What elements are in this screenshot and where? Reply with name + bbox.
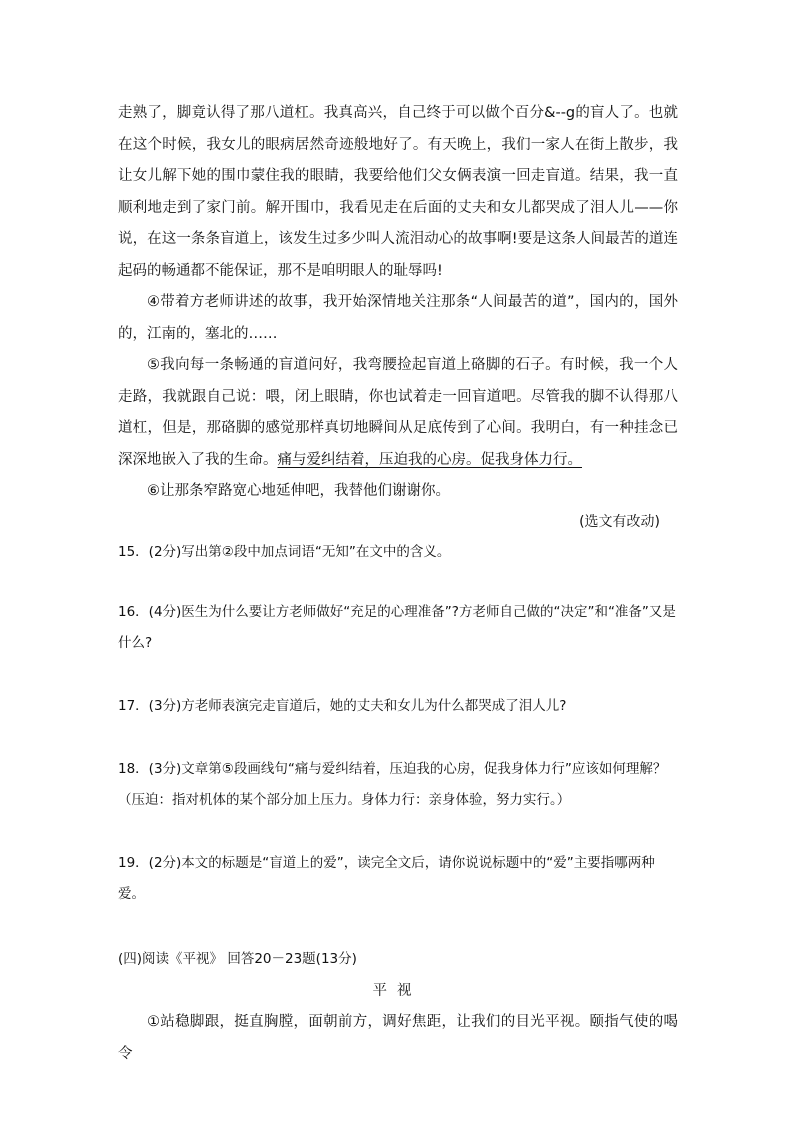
question-18: 18．(3分)文章第⑤段画线句“痛与爱纠结着，压迫我的心房，促我身体力行”应该如何理解？（压迫：指对机体的某个部分加上压力。身体力行：亲身体验，努力实行。） <box>118 761 667 808</box>
paragraph-5-text: ⑤我向每一条畅通的盲道问好，我弯腰捡起盲道上硌脚的石子。有时候，我一个人走路，我就跟自己说：喂，闭上眼睛，你也试着走一回盲道吧。尽管我的脚不认得那八道杠，但是，那硌脚的感觉那样真切地瞬间从足底传到了心间。我明白，有一种挂念已深深地嵌入了我的生命。 <box>118 357 678 468</box>
source-note: (选文有改动) <box>579 514 660 530</box>
passage-paragraph-4: ④带着方老师讲述的故事，我开始深情地关注那条“人间最苦的道”，国内的，国外的，江南的，塞北的…… <box>118 294 678 342</box>
section-4-header: (四)阅读《平视》 回答20－23题(13分) <box>118 951 357 967</box>
passage-paragraph-continued: 走熟了，脚竟认得了那八道杠。我真高兴，自己终于可以做个百分&--g的盲人了。也就在这个时候，我女儿的眼病居然奇迹般地好了。有天晚上，我们一家人在街上散步，我让女儿解下她的围巾蒙住我的眼睛，我要给他们父女俩表演一回走盲道。结果，我一直顺利地走到了家门前。解开围巾，我看见走在后面的丈夫和女儿都哭成了泪人儿——你说，在这一条条盲道上，该发生过多少叫人流泪动心的故事啊!要是这条人间最苦的道连起码的畅通都不能保证，那不是咱明眼人的耻辱吗! <box>118 105 678 279</box>
question-16: 16．(4分)医生为什么要让方老师做好“充足的心理准备”?方老师自己做的“决定”和“准备”又是什么? <box>118 604 676 651</box>
question-19: 19．(2分)本文的标题是“盲道上的爱”，读完全文后，请你说说标题中的“爱”主要指哪两种爱。 <box>118 855 655 902</box>
passage-paragraph-6: ⑥让那条窄路宽心地延伸吧，我替他们谢谢你。 <box>147 483 450 499</box>
question-15: 15．(2分)写出第②段中加点词语“无知”在文中的含义。 <box>118 544 451 560</box>
underlined-sentence: 痛与爱纠结着，压迫我的心房。促我身体力行。 <box>277 451 582 468</box>
article-paragraph-1: ①站稳脚跟，挺直胸膛，面朝前方，调好焦距，让我们的目光平视。颐指气使的喝令 <box>118 1014 678 1062</box>
article-title: 平视 <box>372 983 422 999</box>
question-17: 17．(3分)方老师表演完走盲道后，她的丈夫和女儿为什么都哭成了泪人儿? <box>118 698 567 714</box>
passage-paragraph-5 <box>118 350 678 476</box>
